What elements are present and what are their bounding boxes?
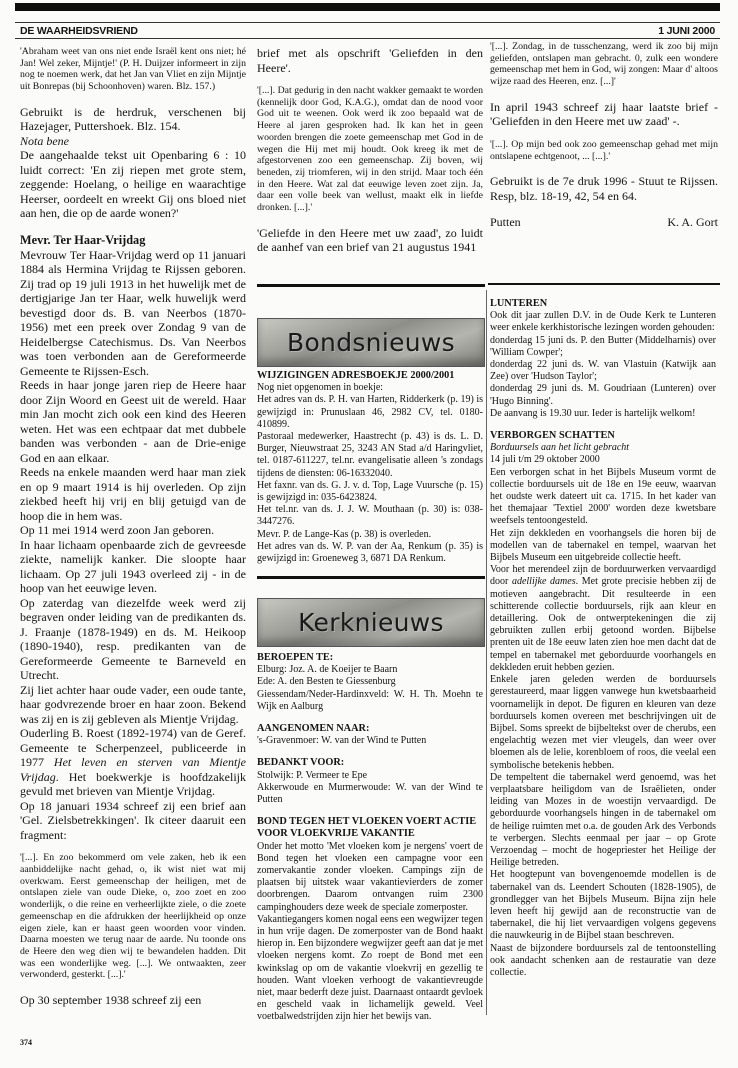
kerknieuws-section: [257, 652, 483, 1024]
paragraph: [490, 442, 716, 454]
paragraph: [490, 359, 716, 383]
text: '[...]. Zondag, in de tusschenzang, werd ik zoo bij mijn geliefden, ontslapen man gebracht. 0, zulk een wondere gemeenschap met hem in God, wij zongen: Maar d' altoos wijze raad des Heeren, enz. [...]': [490, 41, 718, 88]
text: 'Geliefde in den Heere met uw zaad', zo luidt de aanhef van een brief van 21 augustus 1941: [257, 225, 483, 255]
section-heading: [257, 652, 483, 664]
text: Het adres van ds. W. P. van der Aa, Renkum (p. 35) is gewijzigd in: Groeneweg 3, 6871 DA Renkum.: [257, 540, 483, 565]
bondsnieuws-title: Bondsnieuws: [287, 328, 455, 357]
paragraph: [257, 914, 483, 1024]
bondsnieuws-section: [257, 370, 483, 565]
header-top-rule: [15, 22, 720, 23]
kerknieuws-title: Kerknieuws: [298, 608, 444, 637]
paragraph: [490, 869, 716, 942]
text: Het zijn dekkleden en voorhangsels die horen bij de modellen van de tabernakel en tempel, waarvan het Bijbels Museum een uitgebreide collectie heeft.: [490, 527, 716, 564]
text: Nog niet opgenomen in boekje:: [257, 382, 384, 394]
text: Op 18 januari 1934 schreef zij een brief aan 'Gel. Zielsbetrekkingen'. Ik citeer daaruit een fragment:: [20, 798, 246, 842]
text: Het faxnr. van ds. G. J. v. d. Top, Lage Vuursche (p. 15) is gewijzigd in: 035-6423824.: [257, 479, 483, 504]
column-3-article-body: [490, 41, 718, 203]
column-divider: [486, 290, 487, 1015]
bondsnieuws-banner: [257, 318, 485, 367]
text: Vakantiegangers komen nogal eens een wegwijzer tegen in hun vrije dagen. De zomerposter van de Bond haakt hierop in. Een bijzondere wegwijzer geeft aan dat je met vloeken nergens komt. Zo roept de Bond met een kwinkslag op om de vakantie vloekvrij en gezellig te houden. Want vloeken verhoogt de vakantievreugde niet, maar bederft deze juist. Daarnaast ontaardt gevloek en gescheld vaak in lichamelijk geweld. Veel voetbalwedstrijden zijn hier het bewijs van.: [257, 913, 484, 1023]
quotation: [20, 852, 246, 981]
text: Enkele jaren geleden werden de borduursels gerestaureerd, maar liggen vanwege hun kwetsbaarheid voornamelijk in depot. De figuren en kleuren van deze borduursels komen overeen met beschrijvingen uit de Bijbel. Soms spreekt de bijbeltekst over de cherubs, een engelachtig wezen met vier vleugels, dan weer over bloemen als de lelie, korenbloem of roos, die veelal een symbolische betekenis hebben.: [490, 674, 716, 771]
page-number: 374: [20, 1038, 32, 1047]
section-heading: [20, 233, 246, 248]
text: donderdag 15 juni ds. P. den Butter (Middelharnis) over 'William Cowper';: [490, 334, 716, 358]
paragraph: [490, 943, 716, 980]
text: AANGENOMEN NAAR:: [257, 723, 370, 735]
paragraph: [490, 383, 716, 407]
paragraph: [20, 799, 246, 843]
text: Op 30 september 1938 schreef zij een: [20, 993, 202, 1008]
paragraph: [490, 674, 716, 772]
header-bottom-rule: [15, 38, 720, 39]
text: Zij liet achter haar oude vader, een oude tante, haar godvrezende broer en haar zoon. Bekend was zij en is zij gebleven als Mientje Vrijdag.: [20, 682, 246, 726]
text: . Met grote precisie hebben zij de motieven aangebracht. Dit resulteerde in een schitterende collectie borduursels, rijk aan kleur en detaillering. Ook de ontwerptekeningen die zij gebruikten zullen erbij getoond worden. Bijbelse prenten uit de 18e eeuw laten zien hoe men dacht dat de tempel en tabernakel met geborduurde voorhangels en dekkleden eruit hebben gezien.: [490, 576, 716, 673]
text: brief met als opschrift 'Geliefden in den Heere'.: [257, 46, 483, 75]
paragraph: [257, 664, 483, 676]
paragraph: [490, 454, 716, 466]
text: '[...]. Op mijn bed ook zoo gemeenschap gehad met mijn ontslapene echtgenoot, ... [...].': [490, 138, 718, 162]
column-1-article: [20, 46, 246, 1008]
text: Het adres van ds. P. H. van Harten, Ridderkerk (p. 19) is gewijzigd in: Prunuslaan 46, 2982 CV, tel. 0180-410899.: [257, 394, 483, 430]
section-heading: [257, 370, 483, 382]
section-heading: [490, 298, 716, 310]
kerknieuws-banner: [257, 598, 485, 647]
text: '[...]. En zoo bekommerd om vele zaken, heb ik een aanbiddelijke nacht gehad, o, ik wist niet wat mij overkwam. Eerst gemeenschap der heiligen, met de ontslapen ziele van oude Dieke, o, zoo zoet en zoo wonderlijk, o die reine en verheerlijkte ziele, o die zoete gemeenschap en die afdrukken der heerlijkheid op onze eigen ziele, kan er haast geen woorden voor vinden. Daarna moesten we terug naar de aarde. Nu toonde ons de Heere den weg dien wij te bewandelen hadden. Dit was een wonderlijke weg. [...]. We ontwaakten, zeer verwonderd, gesterkt. [...].': [20, 852, 246, 981]
text: Gebruikt is de herdruk, verschenen bij Hazejager, Puttershoek. Blz. 154.: [20, 104, 246, 134]
text: Gebruikt is de 7e druk 1996 - Stuut te Rijssen. Resp, blz. 18-19, 42, 54 en 64.: [490, 174, 718, 203]
text: Het hoogtepunt van bovengenoemde modellen is de tabernakel van ds. Leendert Schouten (1828-1905), de grondlegger van het Bijbels Museum. Bijna zijn hele leven heeft hij gewijd aan de reconstructie van de tabernakel, die hij liet vervaardigen volgens gegevens die nauwkeurig in de Bijbel staan beschreven.: [490, 869, 716, 942]
text: Mevr. P. de Lange-Kas (p. 38) is overleden.: [257, 528, 432, 540]
text: Mevr. Ter Haar-Vrijdag: [20, 232, 146, 247]
paragraph: [490, 335, 716, 359]
article-signature: [490, 215, 718, 230]
quotation: [20, 46, 246, 93]
text: Ouderling B. Roest (1892-1974) van de Geref. Gemeente te Scherpenzeel, publiceerde in 1977: [20, 726, 246, 770]
text: Op 11 mei 1914 werd zoon Jan geboren.: [20, 523, 215, 538]
section-heading: [490, 430, 716, 442]
section-rule: [257, 284, 485, 287]
text: VERBORGEN SCHATTEN: [490, 430, 615, 442]
paragraph: [257, 46, 483, 75]
paragraph: [20, 248, 246, 379]
text: '[...]. Dat gedurig in den nacht wakker gemaakt te worden (kennelijk door God, K.A.G.), omdat dan de nood voor God uit te weenen. Ook werd ik zoo bepaald wat de Heere al jaren gesproken had. Ik kan het in geen woorden brengen die zoete gemeenschap met God in de wegen die Hij met mij houdt. Ook kreeg ik met de afgestorvenen zoo een gemeenschap. Zij boven, wij beneden, zij triomferen, wij in den strijd. Maar toch één in den Heere. Wat zal dat eeuwige leven zoet zijn. Ja, daar een volle beek van wellust, maakt elk in liefde dronken. [...].': [257, 85, 483, 214]
publication-name: DE WAARHEIDSVRIEND: [20, 25, 138, 37]
text: Een verborgen schat in het Bijbels Museum vormt de collectie borduursels uit de 18e en 19e eeuw, waarvan het oudste werk dateert uit ca. 1715. In het kader van het themajaar 'Textiel 2000' worden deze kwetsbare weefsels tentoongesteld.: [490, 466, 716, 527]
paragraph: [20, 993, 246, 1008]
text: Pastoraal medewerker, Haastrecht (p. 43) is ds. L. D. Burger, Nieuwstraat 25, 3243 AN Stad a/d Haringvliet, tel. 0187-611227, tel.nr. evangelisatie alleen 's zondags tijdens de diensten: 06-16332040.: [257, 431, 483, 479]
paragraph: [257, 676, 483, 688]
masthead: [20, 25, 715, 37]
text: 14 juli t/m 29 oktober 2000: [490, 454, 600, 466]
paragraph: [20, 378, 246, 465]
italic-text: Borduursels aan het licht gebracht: [490, 442, 630, 454]
text: BOND TEGEN HET VLOEKEN VOERT ACTIE VOOR VLOEKVRIJE VAKANTIE: [257, 816, 477, 840]
paragraph: [257, 226, 483, 255]
section-rule: [257, 576, 485, 579]
paragraph: [257, 782, 483, 806]
paragraph: [257, 382, 483, 394]
text: Reeds in haar jonge jaren riep de Heere haar door Zijn Woord en Geest uit de wereld. Haar min Jan mocht zich ook een kind des Heeren weten. Het was een echtpaar dat met dubbele banden was verbonden - aan de Drie-enige God en aan elkaar.: [20, 378, 246, 465]
quotation: [490, 139, 718, 162]
section-heading: [257, 816, 483, 840]
issue-date: 1 JUNI 2000: [658, 25, 715, 37]
section-heading: [257, 723, 483, 735]
text: Op zaterdag van diezelfde week werd zij begraven onder leiding van de predikanten ds. J. Fraanje (1878-1949) en ds. M. Heikoop (1890-1940), resp. predikanten van de Gereformeerde Gemeente te Barneveld en Utrecht.: [20, 595, 246, 683]
paragraph: [490, 174, 718, 203]
column-3-article: [490, 41, 718, 230]
italic-text: Nota bene: [20, 133, 69, 148]
quotation: [490, 41, 718, 88]
text: Het tel.nr. van ds. J. J. W. Mouthaan (p. 30) is: 038-3447276.: [257, 504, 483, 528]
text: De tempeltent die tabernakel werd genoemd, was het verplaatsbare heiligdom van de Israëlieten, onder leiding van Mozes in de woestijn vervaardigd. De geborduurde voorhangsels hingen in de tabernakel om de heilige ruimten met o.a. de gouden Ark des Verbonds te verbergen. Slechts eenmaal per jaar – op Grote Verzoendag – mocht de hogepriester het Heilige der Heilige betreden.: [490, 771, 716, 869]
paragraph: [20, 465, 246, 523]
text: 'Abraham weet van ons niet ende Israël kent ons niet; hé Jan! Wel zeker, Mijntje!' (P. H. Duijzer informeert in zijn nog te noemen werk, dat het Jan van Vliet en zijn Mijntje uit Bonrepas (bij Schoonhoven) waren. Blz. 157.): [20, 46, 246, 93]
text: LUNTEREN: [490, 298, 548, 309]
paragraph: [20, 105, 246, 134]
signature-author: K. A. Gort: [667, 215, 718, 230]
paragraph: [257, 735, 483, 747]
text: Ook dit jaar zullen D.V. in de Oude Kerk te Lunteren weer enkele kerkhistorische lezingen worden gehouden:: [490, 310, 716, 334]
paragraph: [257, 689, 483, 713]
paragraph: [20, 538, 246, 596]
paragraph: [257, 541, 483, 565]
paragraph: [20, 134, 246, 149]
text: De aangehaalde tekst uit Openbaring 6 : 10 luidt correct: 'En zij riepen met grote stem, zeggende: Hoelang, o heilige en waarachtige Heerser, oordeelt en wreekt Gij ons bloed niet aan hen, die op de aarde wonen?': [20, 148, 246, 221]
text: Giessendam/Neder-Hardinxveld: W. H. Th. Moehn te Wijk en Aalburg: [257, 688, 483, 712]
paragraph: [490, 467, 716, 528]
text: De aanvang is 19.30 uur. Ieder is hartelijk welkom!: [490, 407, 696, 419]
paragraph: [20, 596, 246, 683]
paragraph: [257, 770, 483, 782]
paragraph: [257, 480, 483, 504]
text: Akkerwoude en Murmerwoude: W. van der Wind te Putten: [257, 781, 483, 806]
paragraph: [490, 310, 716, 334]
paragraph: [490, 408, 716, 420]
section-rule: [488, 283, 720, 285]
italic-text: adellijke dames: [511, 576, 576, 588]
section-heading: [257, 757, 483, 769]
text: donderdag 29 juni ds. M. Goudriaan (Lunteren) over 'Hugo Binning'.: [490, 383, 716, 407]
text: Stolwijk: P. Vermeer te Epe: [257, 769, 368, 781]
top-bar: [15, 3, 720, 11]
paragraph: [490, 564, 716, 674]
quotation: [257, 85, 483, 214]
paragraph: [490, 100, 718, 129]
paragraph: [490, 772, 716, 870]
paragraph: [20, 683, 246, 727]
paragraph: [257, 431, 483, 480]
column-2-article: [257, 46, 483, 255]
paragraph: [257, 841, 483, 914]
text: 's-Gravenmoer: W. van der Wind te Putten: [257, 735, 427, 747]
text: Naast de bijzondere borduursels zal de tentoonstelling ook aandacht schenken aan de restauratie van deze collectie.: [490, 942, 716, 978]
paragraph: [20, 726, 246, 799]
italic-text: Het leven en sterven van Mientje Vrijdag: [20, 755, 247, 784]
signature-place: Putten: [490, 215, 521, 230]
text: . Het boekwerkje is hoofdzakelijk gevuld met brieven van Mientje Vrijdag.: [20, 769, 246, 799]
text: Elburg: Joz. A. de Koeijer te Baarn: [257, 664, 398, 676]
text: Onder het motto 'Met vloeken kom je nergens' voert de Bond tegen het vloeken een campagne voor een zomervakantie zonder vloeken. Campings zijn de plaatsen bij uitstek waar vakantievierders de zomer doorbrengen. Daarom ontvangen ruim 2300 campinghouders deze week de speciale zomerposter.: [257, 840, 483, 913]
column-3-news: [490, 298, 716, 979]
text: WIJZIGINGEN ADRESBOEKJE 2000/2001: [257, 370, 455, 381]
text: In april 1943 schreef zij haar laatste brief - 'Geliefden in den Heere met uw zaad' -.: [490, 99, 718, 129]
paragraph: [257, 394, 483, 431]
text: BEROEPEN TE:: [257, 652, 334, 663]
paragraph: [20, 523, 246, 538]
paragraph: [20, 148, 246, 221]
text: In haar lichaam openbaarde zich de gevreesde ziekte, namelijk kanker. Die sloopte haar lichaam. Op 27 juli 1943 overleed zij - in de hoop van het eeuwige leven.: [20, 537, 246, 596]
paragraph: [257, 529, 483, 541]
text: Reeds na enkele maanden werd haar man ziek en op 9 maart 1914 is hij overleden. Op zijn ziekbed heeft hij vrij en blij getuigd van de hoop die in hem was.: [20, 465, 246, 523]
text: Voor het merendeel zijn de borduurwerken vervaardigd door: [490, 564, 716, 588]
text: Mevrouw Ter Haar-Vrijdag werd op 11 januari 1884 als Hermina Vrijdag te Rijssen geboren. Zij trad op 19 juli 1913 in het huwelijk met de dertigjarige Jan ter Haar, welk huwelijk werd bevestigd door ds. B. van Neerbos (1870-1956) met een preek over Zondag 9 van de Heidelbergse Catechismus. Ds. Van Neerbos was toen verbonden aan de Gereformeerde Gemeente te Rijssen-Esch.: [20, 247, 246, 378]
text: Ede: A. den Besten te Giessenburg: [257, 676, 396, 688]
paragraph: [490, 528, 716, 565]
paragraph: [257, 504, 483, 528]
text: donderdag 22 juni ds. W. van Vlastuin (Katwijk aan Zee) over 'Hudson Taylor';: [490, 359, 716, 383]
text: BEDANKT VOOR:: [257, 757, 345, 769]
